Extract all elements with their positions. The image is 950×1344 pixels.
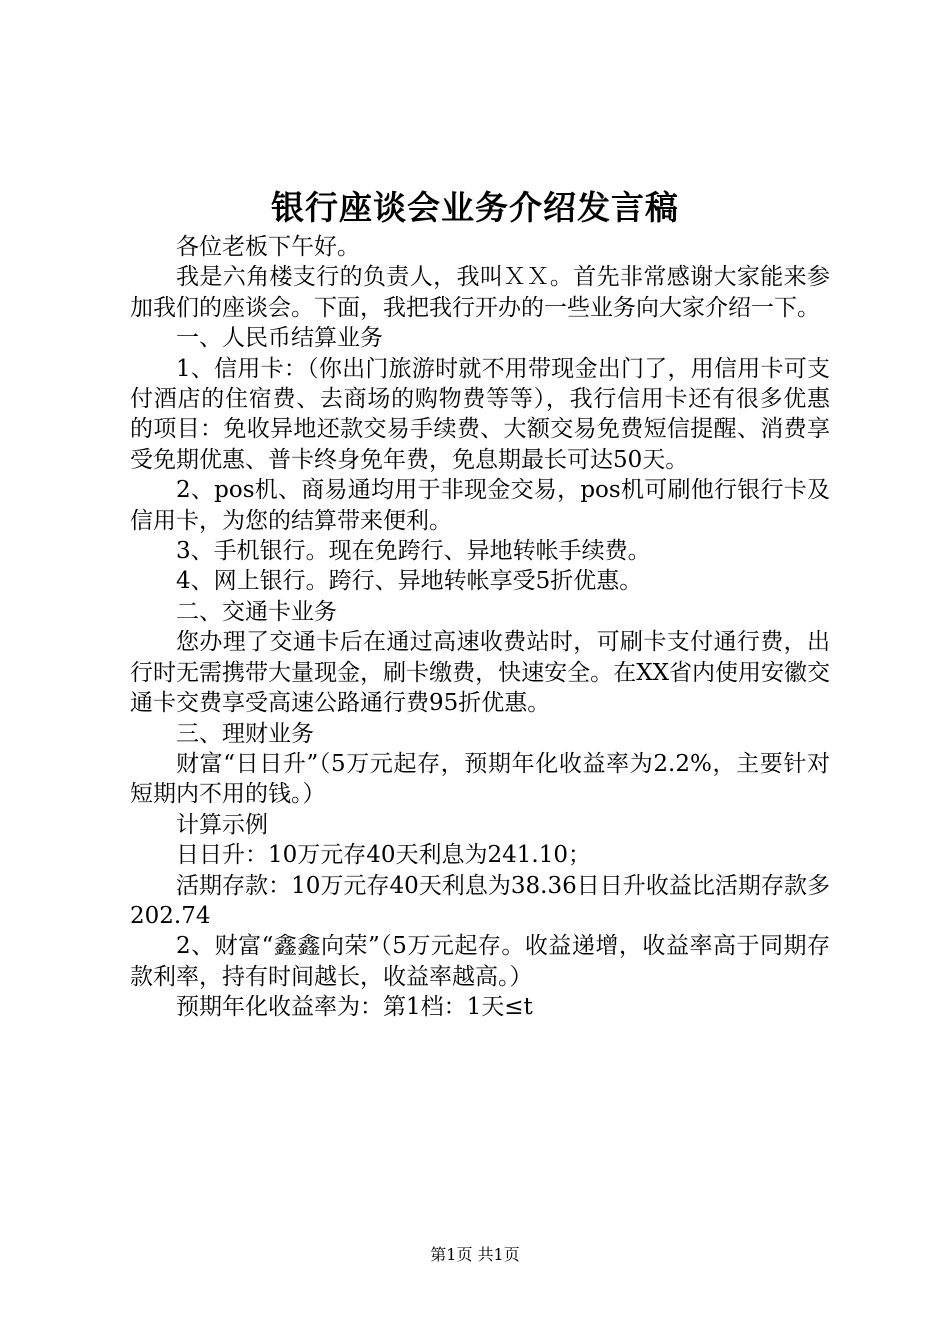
paragraph-traffic-card: 您办理了交通卡后在通过高速收费站时，可刷卡支付通行费，出行时无需携带大量现金，刷卡缴费，快速安全。在XX省内使用安徽交通卡交费享受高速公路通行费95折优惠。 <box>130 629 830 717</box>
heading-traffic-card: 二、交通卡业务 <box>176 598 337 625</box>
paragraph-introduction: 我是六角楼支行的负责人，我叫ＸＸ。首先非常感谢大家能来参加我们的座谈会。下面，我把我行开办的一些业务向大家介绍一下。 <box>130 264 830 321</box>
paragraph-xinxin-xiangrong: 2、财富“鑫鑫向荣”（5万元起存。收益递增，收益率高于同期存款利率，持有时间越长，收益率越高。） <box>130 933 830 990</box>
page-footer: 第1页 共1页 <box>430 1245 520 1264</box>
paragraph-online-banking: 4、网上银行。跨行、异地转帐享受5折优惠。 <box>176 568 643 595</box>
paragraph-expected-yield: 预期年化收益率为：第1档：1天≤t <box>176 994 533 1021</box>
document-body <box>130 232 830 1023</box>
paragraph-greeting: 各位老板下午好。 <box>176 234 360 260</box>
heading-rmb-settlement: 一、人民币结算业务 <box>176 325 383 352</box>
heading-wealth-management: 三、理财业务 <box>176 720 314 747</box>
paragraph-riri-interest: 日日升：10万元存40天利息为241.10； <box>176 842 592 869</box>
paragraph-mobile-banking: 3、手机银行。现在免跨行、异地转帐手续费。 <box>176 538 651 565</box>
paragraph-riri-sheng: 财富“日日升”（5万元起存，预期年化收益率为2.2%，主要针对短期内不用的钱。） <box>130 750 830 808</box>
paragraph-demand-deposit: 活期存款：10万元存40天利息为38.36日日升收益比活期存款多202.74 <box>130 872 830 929</box>
paragraph-pos: 2、pos机、商易通均用于非现金交易，pos机可刷他行银行卡及信用卡，为您的结算带来便利。 <box>130 477 830 534</box>
paragraph-calculation-example: 计算示例 <box>176 811 268 838</box>
paragraph-credit-card: 1、信用卡：（你出门旅游时就不用带现金出门了，用信用卡可支付酒店的住宿费、去商场的购物费等等），我行信用卡还有很多优惠的项目：免收异地还款交易手续费、大额交易免费短信提醒、消费享受免期优惠、普卡终身免年费，免息期最长可达50天。 <box>130 355 830 473</box>
document-title: 银行座谈会业务介绍发言稿 <box>271 188 679 227</box>
